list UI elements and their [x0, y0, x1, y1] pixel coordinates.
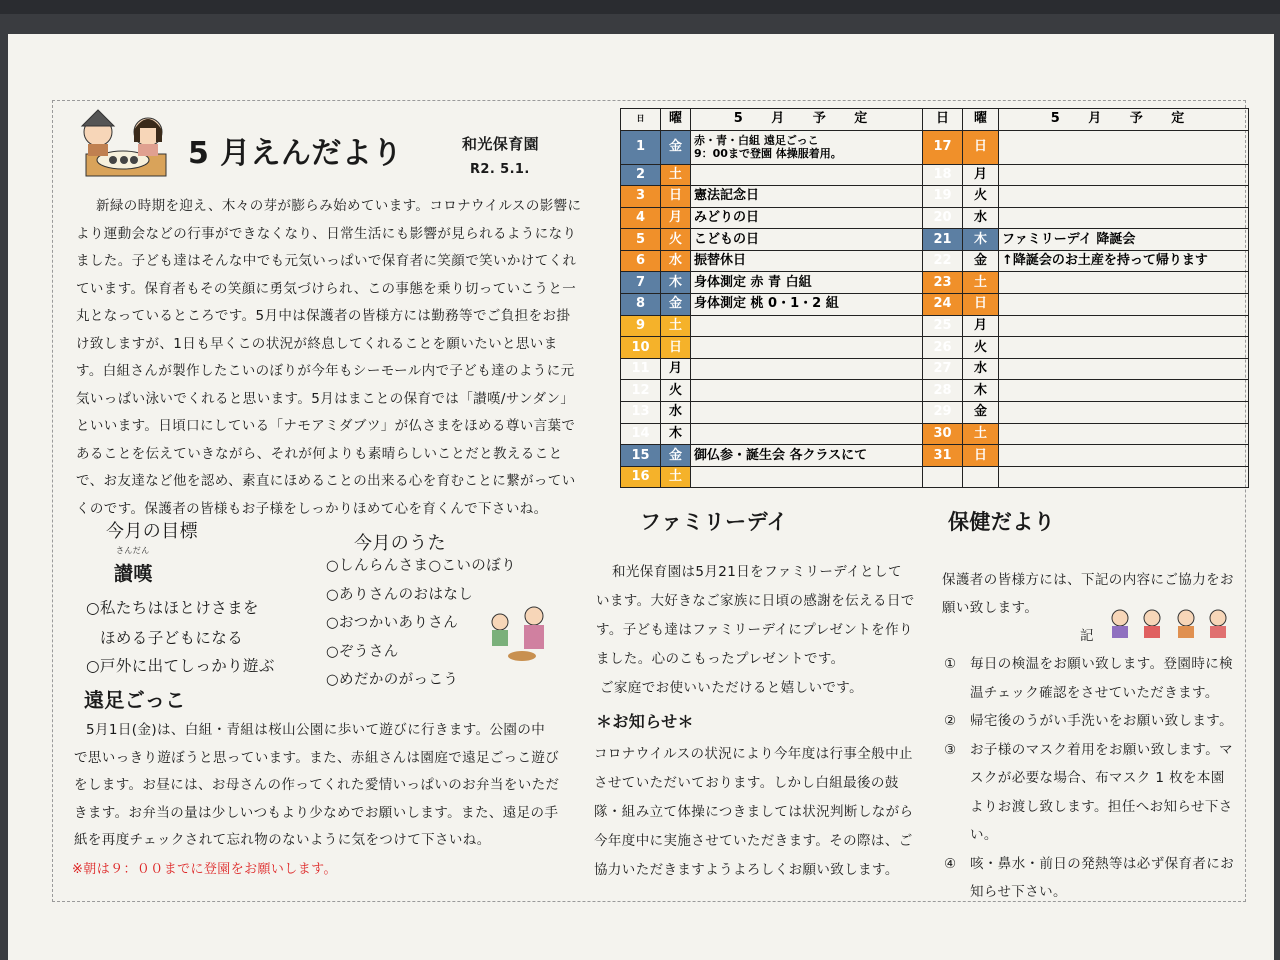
- calendar-row: [621, 380, 1249, 402]
- cal-plan-cell: 身体測定 桃 0・1・2 組: [691, 294, 923, 316]
- cal-weekday: 月: [661, 358, 691, 380]
- family-line: ご家庭でお使いいただけると嬉しいです。: [600, 680, 864, 696]
- cal-plan-cell: ファミリーデイ 降誕会: [999, 229, 1249, 251]
- ensoku-line: きます。お弁当の量は少しいつもより少なめでお願いします。また、遠足の手: [74, 804, 559, 821]
- cal-plan-cell: [691, 337, 923, 359]
- health-item-line: い。: [970, 827, 998, 843]
- cal-day-number: 26: [923, 337, 963, 359]
- health-item-line: 毎日の検温をお願い致します。登園時に検: [970, 656, 1234, 672]
- cal-weekday: 水: [963, 207, 999, 229]
- song-item-line: ○めだかのがっこう: [326, 672, 459, 688]
- cal-day-number: 18: [923, 164, 963, 186]
- cal-day-number: 16: [621, 466, 661, 488]
- cal-weekday: 土: [963, 272, 999, 294]
- health-item-line: 温チェック確認をさせていただきます。: [970, 684, 1219, 701]
- cal-day-number: 31: [923, 445, 963, 467]
- calendar-row: [621, 337, 1249, 359]
- cal-day-number: 1: [621, 130, 661, 164]
- calendar-row: [621, 250, 1249, 272]
- ensoku-line: 紙を再度チェックされて忘れ物のないように気をつけて下さいね。: [74, 832, 491, 848]
- calendar-row: [621, 423, 1249, 445]
- health-item-number: ②: [944, 713, 957, 729]
- cal-weekday: 日: [963, 294, 999, 316]
- notice-heading: ＊お知らせ＊: [596, 712, 694, 731]
- goal-item-2: ほめる子どもになる: [100, 629, 244, 647]
- health-item-number: ④: [944, 855, 957, 872]
- cal-head-week-left: 曜: [661, 109, 691, 131]
- health-item-line: よりお渡し致します。担任へお知らせ下さ: [970, 798, 1233, 815]
- cal-plan-cell: [691, 164, 923, 186]
- children-playing-illustration: [482, 604, 562, 664]
- cal-head-plan-left: 5 月 予 定: [691, 109, 923, 131]
- calendar-row: [621, 402, 1249, 424]
- cal-weekday: 土: [963, 423, 999, 445]
- cal-day-number: 5: [621, 229, 661, 251]
- cal-plan-cell: [999, 466, 1249, 488]
- cal-plan-cell: 憲法記念日: [691, 186, 923, 208]
- notice-line: 隊・組み立て体操につきましては状況判断しながら: [594, 804, 914, 820]
- cal-day-number: 6: [621, 250, 661, 272]
- cal-plan-cell: [999, 207, 1249, 229]
- cal-day-number: 20: [923, 207, 963, 229]
- calendar-row: [621, 445, 1249, 467]
- health-heading: 保健だより: [948, 510, 1055, 534]
- cal-weekday: 木: [963, 229, 999, 251]
- cal-day-number: 24: [923, 294, 963, 316]
- health-item-line: 帰宅後のうがい手洗いをお願い致します。: [970, 713, 1234, 729]
- calendar-row: [621, 186, 1249, 208]
- cal-plan-cell: こどもの日: [691, 229, 923, 251]
- cal-plan-cell: [691, 423, 923, 445]
- cal-weekday: 金: [661, 294, 691, 316]
- song-item-line: ○ありさんのおはなし: [326, 586, 474, 603]
- cal-head-plan-right: 5 月 予 定: [999, 109, 1249, 131]
- cal-weekday: 月: [963, 164, 999, 186]
- intro-line: け致しますが、1日も早くこの状況が終息してくれることを願いたいと思いま: [76, 335, 558, 352]
- cal-day-number: 2: [621, 164, 661, 186]
- family-heading: ファミリーデイ: [640, 510, 788, 534]
- cal-plan-cell: [999, 380, 1249, 402]
- notice-line: させていただいております。しかし白組最後の鼓: [594, 775, 899, 791]
- calendar-row: [621, 130, 1249, 164]
- cal-day-number: 30: [923, 423, 963, 445]
- cal-plan-cell: [691, 402, 923, 424]
- song-item-line: ○おつかいありさん: [326, 615, 459, 631]
- cal-weekday: 金: [661, 130, 691, 164]
- may-calendar-table: [620, 108, 1249, 488]
- window-top-bar: [0, 0, 1280, 14]
- children-eating-illustration: [68, 102, 178, 182]
- cal-day-number: 3: [621, 186, 661, 208]
- cal-day-number: 23: [923, 272, 963, 294]
- goal-heading: 今月の目標: [106, 521, 198, 542]
- cal-day-number: 13: [621, 402, 661, 424]
- calendar-row: [621, 315, 1249, 337]
- cal-weekday: 金: [963, 250, 999, 272]
- calendar-row: [621, 207, 1249, 229]
- cal-day-number: 15: [621, 445, 661, 467]
- cal-plan-cell: [999, 272, 1249, 294]
- cal-plan-cell: 御仏参・誕生会 各クラスにて: [691, 445, 923, 467]
- cal-weekday: 水: [963, 358, 999, 380]
- intro-line: ています。保育者もその笑顔に勇気づけられ、この事態を乗り切っていこうと一: [76, 280, 577, 297]
- cal-plan-text: 9：00まで登園 体操服着用。: [694, 147, 842, 160]
- cal-plan-cell: [999, 423, 1249, 445]
- notice-line: 協力いただきますようよろしくお願い致します。: [594, 862, 899, 878]
- intro-line: より運動会などの行事ができなくなり、日常生活にも影響が見られるようになり: [76, 225, 577, 242]
- cal-plan-cell: 身体測定 赤 青 白組: [691, 272, 923, 294]
- calendar-row: [621, 164, 1249, 186]
- health-ki-label: 記: [1080, 628, 1094, 644]
- cal-weekday: [963, 466, 999, 488]
- health-item-line: お子様のマスク着用をお願い致します。マ: [970, 741, 1234, 758]
- cal-day-number: 27: [923, 358, 963, 380]
- cal-plan-cell: [999, 315, 1249, 337]
- cal-weekday: 火: [963, 337, 999, 359]
- cal-day-number: 8: [621, 294, 661, 316]
- cal-plan-cell: [999, 186, 1249, 208]
- cal-plan-cell: [999, 164, 1249, 186]
- health-intro-line: 願い致します。: [942, 600, 1039, 616]
- cal-plan-cell: [691, 466, 923, 488]
- cal-plan-cell: [691, 380, 923, 402]
- health-item-line: 知らせ下さい。: [970, 884, 1067, 900]
- cal-plan-cell: [999, 445, 1249, 467]
- song-heading: 今月のうた: [354, 533, 446, 554]
- goal-item-1: ○私たちはほとけさまを: [86, 599, 259, 617]
- calendar-row: [621, 272, 1249, 294]
- newsletter-title: 5 月えんだより: [188, 136, 403, 171]
- school-name: 和光保育園: [462, 135, 540, 153]
- cal-weekday: 土: [661, 466, 691, 488]
- calendar-row: [621, 358, 1249, 380]
- cal-plan-cell: [999, 402, 1249, 424]
- intro-line: あることを伝えていきながら、それが何よりも素晴らしいことだと教えること: [76, 445, 563, 462]
- cal-day-number: 9: [621, 315, 661, 337]
- health-intro-line: 保護者の皆様方には、下記の内容にご協力をお: [942, 572, 1234, 588]
- ensoku-note: ※朝は９：００までに登園をお願いします。: [72, 862, 337, 877]
- cal-day-number: 12: [621, 380, 661, 402]
- notice-line: 今年度中に実施させていただきます。その際は、ご: [594, 833, 913, 849]
- family-line: います。大好きなご家族に日頃の感謝を伝える日で: [596, 593, 915, 609]
- cal-weekday: 金: [963, 402, 999, 424]
- cal-head-day-left: 日: [621, 109, 661, 131]
- cal-plan-cell: [999, 130, 1249, 164]
- cal-weekday: 日: [963, 130, 999, 164]
- cal-plan-cell: 振替休日: [691, 250, 923, 272]
- cal-plan-cell: [691, 358, 923, 380]
- cal-day-number: 7: [621, 272, 661, 294]
- cal-plan-cell: みどりの日: [691, 207, 923, 229]
- ensoku-line: 5月1日(金)は、白組・青組は桜山公園に歩いて遊びに行きます。公園の中: [86, 722, 546, 738]
- issue-date: R2. 5.1.: [470, 162, 530, 177]
- cal-day-number: 28: [923, 380, 963, 402]
- cal-day-number: 29: [923, 402, 963, 424]
- cal-plan-cell: [691, 130, 923, 164]
- goal-word: 讃嘆: [114, 563, 153, 585]
- cal-weekday: 木: [963, 380, 999, 402]
- intro-line: 気いっぱい泳いでくれると思います。5月はまことの保育では「讃嘆/サンダン」: [76, 390, 575, 407]
- ensoku-line: をします。お昼には、お母さんの作ってくれた愛情いっぱいのお弁当をいただ: [74, 777, 560, 793]
- cal-weekday: 日: [661, 337, 691, 359]
- cal-weekday: 日: [963, 445, 999, 467]
- goal-item-3: ○戸外に出てしっかり遊ぶ: [86, 657, 275, 675]
- cal-weekday: 月: [661, 207, 691, 229]
- cal-weekday: 日: [661, 186, 691, 208]
- family-line: ました。心のこもったプレゼントです。: [596, 651, 845, 667]
- cal-weekday: 木: [661, 423, 691, 445]
- cal-weekday: 土: [661, 164, 691, 186]
- song-item-line: ○ぞうさん: [326, 643, 399, 660]
- cal-weekday: 水: [661, 250, 691, 272]
- cal-day-number: [923, 466, 963, 488]
- intro-line: くのです。保護者の皆様もお子様をしっかりほめて心を育くんで下さいね。: [76, 500, 548, 517]
- family-line: す。子ども達はファミリーデイにプレゼントを作り: [596, 622, 913, 638]
- calendar-row: [621, 294, 1249, 316]
- goal-ruby: さんだん: [116, 546, 150, 555]
- cal-plan-text: 赤・青・白組 遠足ごっこ: [694, 134, 819, 147]
- cal-weekday: 火: [963, 186, 999, 208]
- intro-line: 丸となっているところです。5月中は保護者の皆様方には勤務等でご負担をお掛: [76, 308, 571, 324]
- intro-line: といいます。日頃口にしている「ナモアミダブツ」が仏さまをほめる尊い言葉で: [76, 418, 576, 434]
- ensoku-heading: 遠足ごっこ: [84, 688, 186, 712]
- cal-weekday: 火: [661, 229, 691, 251]
- health-item-line: 咳・鼻水・前日の発熱等は必ず保育者にお: [970, 855, 1235, 872]
- cal-day-number: 14: [621, 423, 661, 445]
- cal-day-number: 11: [621, 358, 661, 380]
- notice-line: コロナウイルスの状況により今年度は行事全般中止: [594, 746, 913, 762]
- cal-day-number: 22: [923, 250, 963, 272]
- calendar-row: [621, 229, 1249, 251]
- health-item-line: スクが必要な場合、布マスク 1 枚を本園: [970, 770, 1225, 786]
- intro-line: ました。子ども達はそんな中でも元気いっぱいで保育者に笑顔で笑いかけてくれ: [76, 253, 577, 269]
- cal-day-number: 17: [923, 130, 963, 164]
- cal-plan-cell: [691, 315, 923, 337]
- cal-weekday: 土: [661, 315, 691, 337]
- cal-weekday: 月: [963, 315, 999, 337]
- cal-day-number: 25: [923, 315, 963, 337]
- intro-line: す。白組さんが製作したこいのぼりが今年もシーモール内で子ども達のように元: [76, 363, 575, 379]
- cal-day-number: 19: [923, 186, 963, 208]
- cal-day-number: 4: [621, 207, 661, 229]
- health-item-number: ①: [944, 656, 957, 672]
- calendar-row: [621, 466, 1249, 488]
- cal-weekday: 水: [661, 402, 691, 424]
- cal-head-day-right: 日: [923, 109, 963, 131]
- cal-plan-cell: ↑降誕会のお土産を持って帰ります: [999, 250, 1249, 272]
- cal-head-week-right: 曜: [963, 109, 999, 131]
- cal-plan-cell: [999, 358, 1249, 380]
- ensoku-line: で思いっきり遊ぼうと思っています。また、赤組さんは園庭で遠足ごっこ遊び: [74, 749, 560, 766]
- cal-weekday: 木: [661, 272, 691, 294]
- children-row-illustration: [1106, 606, 1234, 640]
- intro-line: で、お友達など他を認め、素直にほめることの出来る心を育むことに繋がってい: [76, 473, 576, 489]
- song-item-line: ○しんらんさま○こいのぼり: [326, 558, 517, 574]
- family-line: 和光保育園は5月21日をファミリーデイとして: [612, 564, 902, 580]
- cal-day-number: 21: [923, 229, 963, 251]
- cal-weekday: 金: [661, 445, 691, 467]
- cal-plan-cell: [999, 337, 1249, 359]
- cal-day-number: 10: [621, 337, 661, 359]
- cal-plan-cell: [999, 294, 1249, 316]
- health-item-number: ③: [944, 741, 957, 758]
- cal-weekday: 火: [661, 380, 691, 402]
- intro-line: 新緑の時期を迎え、木々の芽が膨らみ始めています。コロナウイルスの影響に: [96, 198, 582, 214]
